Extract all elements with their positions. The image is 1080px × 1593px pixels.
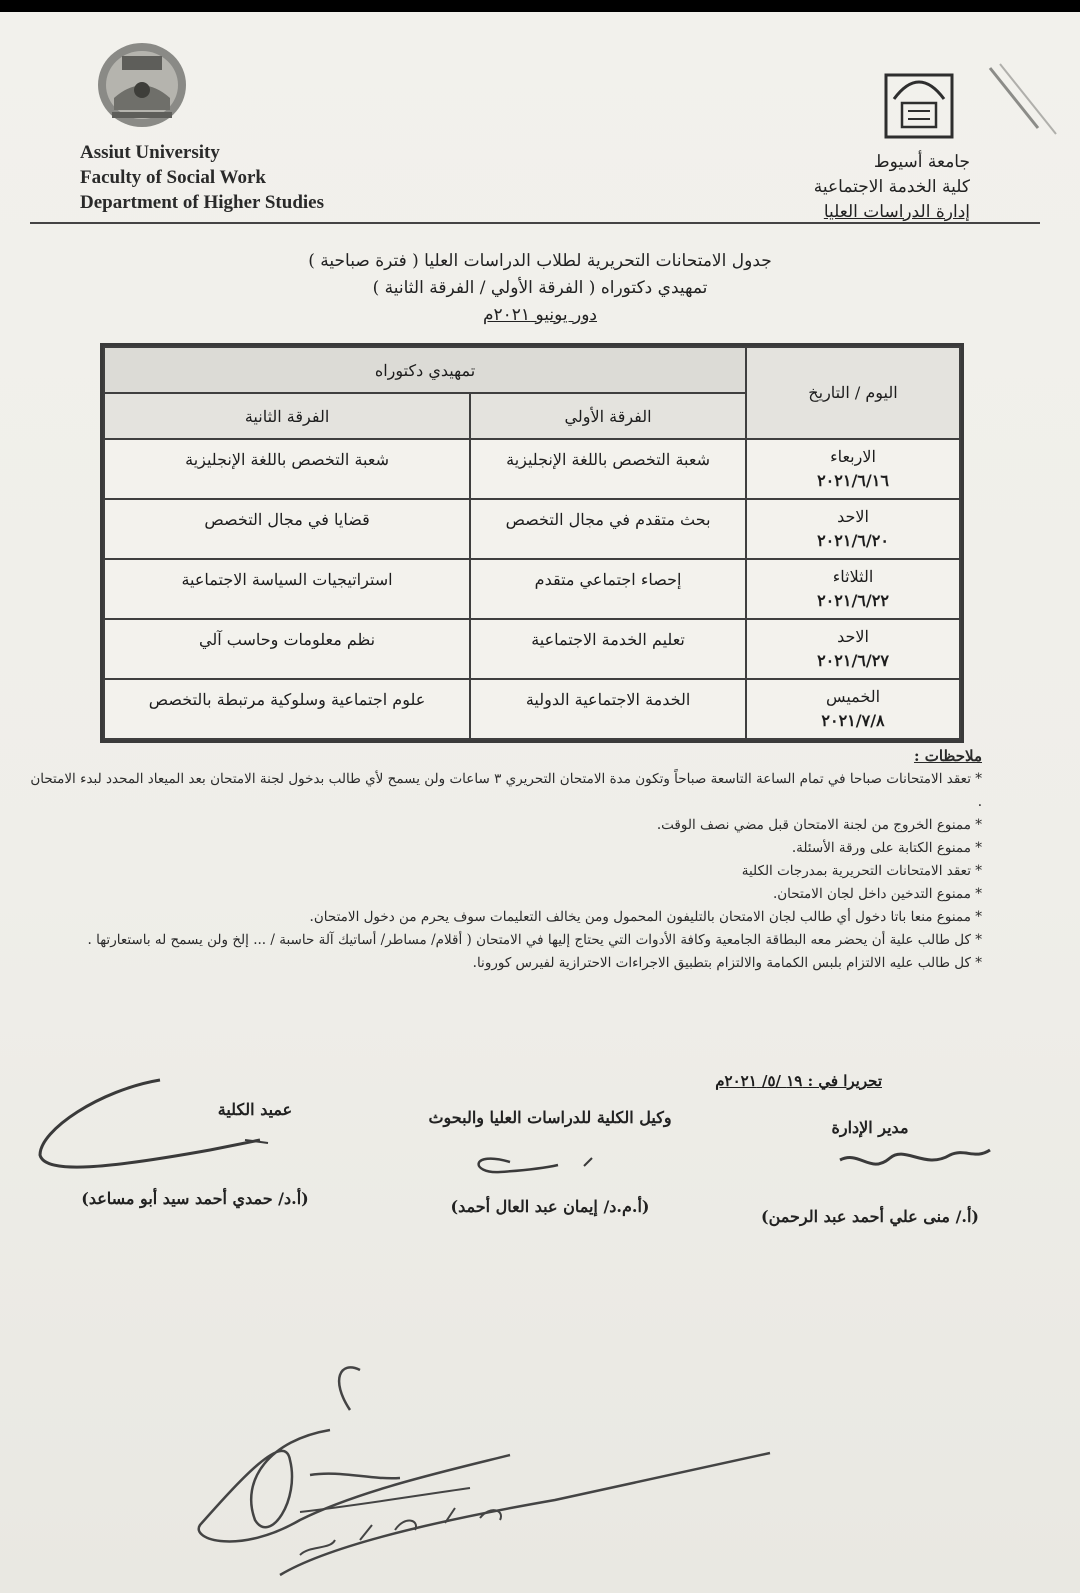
- vice-dean-role: وكيل الكلية للدراسات العليا والبحوث: [428, 1108, 672, 1127]
- second-year-subject: قضايا في مجال التخصص: [104, 499, 470, 559]
- day-name: الاحد: [837, 507, 869, 526]
- top-black-border: [0, 0, 1080, 12]
- note-item: * ممنوع الكتابة على ورقة الأسئلة.: [791, 840, 982, 856]
- table-row: [104, 499, 960, 559]
- university-logo: [880, 65, 960, 145]
- document-title: [180, 248, 900, 329]
- faculty-name-en: Faculty of Social Work: [80, 167, 266, 188]
- group-header: تمهيدي دكتوراه: [104, 347, 746, 393]
- dean-role: عميد الكلية: [217, 1100, 293, 1119]
- faculty-name-ar: كلية الخدمة الاجتماعية: [813, 177, 970, 197]
- faculty-logo: [92, 38, 192, 133]
- dean-signature-block: [30, 1100, 360, 1208]
- exam-date: ٢٠٢١/٦/٢٠: [817, 531, 889, 550]
- table-row: [104, 439, 960, 499]
- table-row: [104, 559, 960, 619]
- second-year-subject: نظم معلومات وحاسب آلي: [104, 619, 470, 679]
- title-line-2: تمهيدي دكتوراه ( الفرقة الأولي / الفرقة الثانية ): [372, 278, 708, 298]
- day-name: الاربعاء: [830, 447, 876, 466]
- title-line-3: دور يونيو ٢٠٢١م: [482, 305, 598, 325]
- first-year-subject: إحصاء اجتماعي متقدم: [470, 559, 746, 619]
- arabic-letterhead: [814, 150, 970, 225]
- department-name-en: Department of Higher Studies: [80, 192, 324, 213]
- day-cell: [746, 499, 960, 559]
- university-name-en: Assiut University: [80, 142, 220, 163]
- exam-date: ٢٠٢١/٧/٨: [821, 711, 885, 730]
- notes-section: [22, 745, 982, 975]
- header-divider: [30, 222, 1040, 224]
- note-item: * كل طالب علية أن يحضر معه البطاقة الجامعية وكافة الأدوات التي يحتاج إليها في الامتحان ( أقلام/ مساطر/ أساتيك آلة حاسبة / ... إلخ ولن يسمح له باستعارتها .: [87, 932, 982, 948]
- day-name: الخميس: [825, 687, 881, 706]
- notes-title: ملاحظات :: [913, 747, 982, 765]
- day-cell: [746, 559, 960, 619]
- second-year-header: الفرقة الثانية: [104, 393, 470, 439]
- note-item: * ممنوع الخروج من لجنة الامتحان قبل مضي نصف الوقت.: [656, 817, 982, 833]
- day-cell: [746, 619, 960, 679]
- department-name-ar: إدارة الدراسات العليا: [823, 202, 970, 222]
- first-year-header: الفرقة الأولي: [470, 393, 746, 439]
- first-year-subject: بحث متقدم في مجال التخصص: [470, 499, 746, 559]
- second-year-subject: علوم اجتماعية وسلوكية مرتبطة بالتخصص: [104, 679, 470, 739]
- vice-dean-name: (أ.م.د/ إيمان عبد العال أحمد): [450, 1197, 650, 1216]
- table-row: [104, 619, 960, 679]
- note-item: * ممنوع منعا باتا دخول أي طالب لجان الامتحان بالتليفون المحمول ومن يخالف التعليمات سوف يحرم من دخول الامتحان.: [309, 909, 982, 925]
- first-year-subject: تعليم الخدمة الاجتماعية: [470, 619, 746, 679]
- issue-date: تحريرا في : ١٩ /٥/ ٢٠٢١م: [715, 1072, 882, 1090]
- english-letterhead: [80, 140, 324, 215]
- note-item: * كل طالب عليه الالتزام بلبس الكمامة والالتزام بتطبيق الاجراءات الاحترازية لفيرس كورونا.: [472, 955, 982, 971]
- second-year-subject: شعبة التخصص باللغة الإنجليزية: [104, 439, 470, 499]
- university-name-ar: جامعة أسيوط: [873, 152, 970, 172]
- paper-clip-icon: [986, 60, 1066, 140]
- day-date-header: اليوم / التاريخ: [746, 347, 960, 439]
- dean-name: (أ.د/ حمدي أحمد سيد أبو مساعد): [81, 1189, 309, 1208]
- first-year-subject: الخدمة الاجتماعية الدولية: [470, 679, 746, 739]
- admin-role: مدير الإدارة: [831, 1118, 909, 1137]
- day-name: الاحد: [837, 627, 869, 646]
- note-item: * تعقد الامتحانات صباحا في تمام الساعة التاسعة صباحاً وتكون مدة الامتحان التحريري ٣ ساعات ولن يسمح لأي طالب بدخول لجنة الامتحان بعد الميعاد المحدد لبدء الامتحان .: [30, 771, 982, 810]
- admin-name: (أ./ منى علي أحمد عبد الرحمن): [761, 1207, 979, 1226]
- note-item: * تعقد الامتحانات التحريرية بمدرجات الكلية: [741, 863, 982, 879]
- exam-schedule-table: [100, 343, 964, 743]
- day-name: الثلاثاء: [832, 567, 874, 586]
- exam-date: ٢٠٢١/٦/٢٢: [817, 591, 889, 610]
- title-line-1: جدول الامتحانات التحريرية لطلاب الدراسات العليا ( فترة صباحية ): [308, 251, 772, 271]
- admin-signature-block: [760, 1118, 980, 1226]
- exam-date: ٢٠٢١/٦/٢٧: [817, 651, 889, 670]
- day-cell: [746, 679, 960, 739]
- vice-dean-signature-block: [380, 1108, 720, 1216]
- first-year-subject: شعبة التخصص باللغة الإنجليزية: [470, 439, 746, 499]
- table-row: [104, 679, 960, 739]
- second-year-subject: استراتيجيات السياسة الاجتماعية: [104, 559, 470, 619]
- day-cell: [746, 439, 960, 499]
- exam-date: ٢٠٢١/٦/١٦: [817, 471, 889, 490]
- note-item: * ممنوع التدخين داخل لجان الامتحان.: [772, 886, 982, 902]
